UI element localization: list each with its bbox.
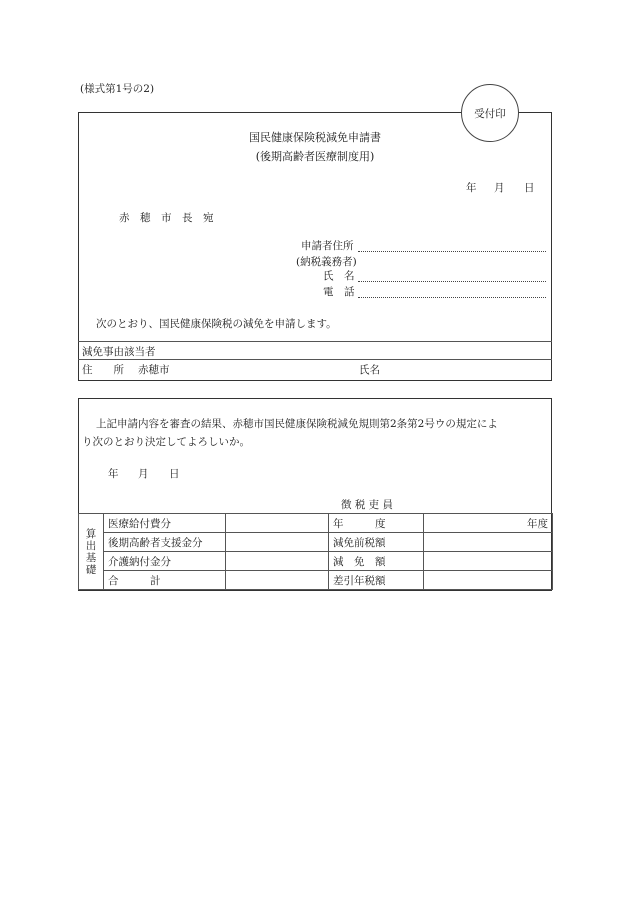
total-label: 合 計	[104, 571, 226, 590]
decision-date-month: 月	[138, 468, 149, 480]
calculation-basis-label: 算 出 基 礎	[79, 514, 104, 590]
beneficiary-name-label: 氏名	[359, 364, 380, 376]
care-payment-label: 介護納付金分	[104, 552, 226, 571]
decision-date-year: 年	[108, 468, 119, 480]
form-subtitle: (後期高齢者医療制度用)	[255, 150, 375, 163]
beneficiary-address-label: 住 所	[82, 364, 124, 376]
reduction-amount-label: 減 免 額	[329, 552, 424, 571]
review-text-line2: り次のとおり決定してよろしいか。	[82, 436, 250, 448]
pre-reduction-tax-value[interactable]	[424, 533, 553, 552]
net-annual-tax-value[interactable]	[424, 571, 553, 590]
divider	[78, 359, 552, 360]
tax-official-label: 徴 税 吏 員	[341, 499, 394, 511]
beneficiary-address-value: 赤穂市	[138, 364, 170, 376]
reduction-amount-value[interactable]	[424, 552, 553, 571]
calculation-basis-table	[78, 513, 553, 590]
applicant-phone-label: 電 話	[323, 286, 355, 298]
applicant-name-line[interactable]	[358, 281, 546, 282]
table-row	[79, 533, 553, 552]
taxpayer-label: (納税義務者)	[296, 256, 357, 268]
divider	[78, 341, 552, 342]
form-number: (様式第1号の2)	[80, 83, 155, 95]
receipt-stamp-label: 受付印	[474, 108, 506, 120]
applicant-name-label: 氏 名	[323, 270, 355, 282]
beneficiary-section-label: 減免事由該当者	[82, 346, 156, 358]
review-text-line1: 上記申請内容を審査の結果、赤穂市国民健康保険税減免規則第2条第2号ウの規定によ	[96, 418, 498, 430]
elderly-support-value[interactable]	[226, 533, 329, 552]
applicant-phone-line[interactable]	[358, 297, 546, 298]
table-row	[79, 514, 553, 533]
addressee: 赤 穂 市 長 宛	[119, 212, 214, 224]
total-value[interactable]	[226, 571, 329, 590]
applicant-address-label: 申請者住所	[301, 240, 354, 252]
date-month: 月	[494, 182, 505, 194]
decision-date-day: 日	[169, 468, 180, 480]
table-row	[79, 552, 553, 571]
medical-benefit-value[interactable]	[226, 514, 329, 533]
date-year: 年	[466, 182, 477, 194]
form-title: 国民健康保険税減免申請書	[249, 131, 381, 144]
pre-reduction-tax-label: 減免前税額	[329, 533, 424, 552]
fiscal-year-value[interactable]: 年度	[424, 514, 553, 533]
elderly-support-label: 後期高齢者支援金分	[104, 533, 226, 552]
fiscal-year-label: 年 度	[329, 514, 424, 533]
care-payment-value[interactable]	[226, 552, 329, 571]
medical-benefit-label: 医療給付費分	[104, 514, 226, 533]
net-annual-tax-label: 差引年税額	[329, 571, 424, 590]
date-day: 日	[524, 182, 535, 194]
table-row	[79, 571, 553, 590]
request-text: 次のとおり、国民健康保険税の減免を申請します。	[96, 318, 337, 330]
applicant-address-line[interactable]	[358, 251, 546, 252]
